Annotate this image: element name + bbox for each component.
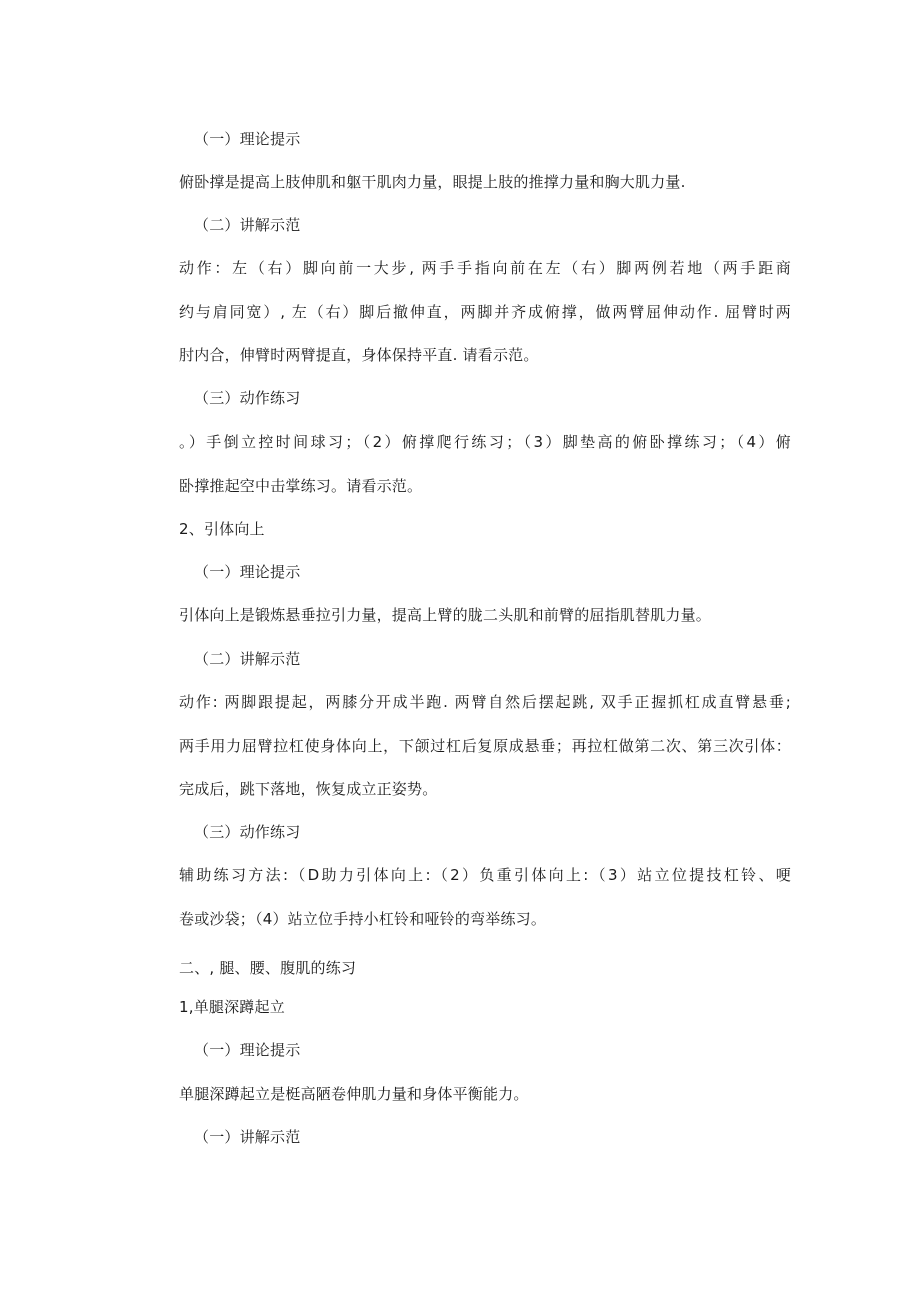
section-heading: 1,单腿深蹲起立 (179, 998, 285, 1016)
paragraph-line: 引体向上是锻炼悬垂拉引力量，提高上臂的胧二头肌和前臂的屈指肌替肌力量。 (179, 606, 712, 624)
paragraph-line: 卧撑推起空中击掌练习。请看示范。 (179, 477, 423, 495)
section-heading: 2、引体向上 (179, 520, 265, 538)
paragraph-line: 动作: 两脚跟提起，两膝分开成半跑. 两臂自然后摆起跳, 双手正握抓杠成直臂悬垂; (179, 693, 791, 711)
paragraph-line: 动作：左（右）脚向前一大步, 两手手指向前在左（右）脚两例若地（两手距商 (179, 259, 791, 277)
section-subheading: （二）讲解示范 (194, 216, 301, 234)
paragraph-line: 约与肩同宽）, 左（右）脚后撤伸直，两脚并齐成俯撑，做两臂屈伸动作. 屈臂时两 (179, 303, 791, 321)
section-subheading: （三）动作练习 (194, 823, 301, 841)
paragraph-line: 两手用力屈臂拉杠使身体向上，下颌过杠后复原成悬垂；再拉杠做第二次、第三次引体： (179, 737, 791, 755)
section-subheading: （一）讲解示范 (194, 1128, 301, 1146)
paragraph-line: 。）手倒立控时间球习；（2）俯撑爬行练习；（3）脚垫高的俯卧撑练习；（4）俯 (179, 433, 791, 451)
section-subheading: （一）理论提示 (194, 130, 301, 148)
paragraph-line: 完成后，跳下落地，恢复成立正姿势。 (179, 780, 438, 798)
section-subheading: （三）动作练习 (194, 389, 301, 407)
chapter-heading: 二、, 腿、腰、腹肌的练习 (179, 959, 357, 977)
paragraph-line: 卷或沙袋；（4）站立位手持小杠铃和哑铃的弯举练习。 (179, 910, 547, 928)
section-subheading: （二）讲解示范 (194, 650, 301, 668)
paragraph-line: 单腿深蹲起立是梃高陋卷伸肌力量和身体平衡能力。 (179, 1085, 529, 1103)
paragraph-line: 肘内合，伸臂时两臂提直，身体保持平直. 请看示范。 (179, 346, 539, 364)
paragraph-line: 辅助练习方法:（D助力引体向上:（2）负重引体向上:（3）站立位提技杠铃、哽 (179, 866, 791, 884)
section-subheading: （一）理论提示 (194, 563, 301, 581)
section-subheading: （一）理论提示 (194, 1041, 301, 1059)
paragraph-line: 俯卧撑是提高上肢伸肌和躯干肌肉力量，眼提上肢的推撑力量和胸大肌力量. (179, 173, 686, 191)
